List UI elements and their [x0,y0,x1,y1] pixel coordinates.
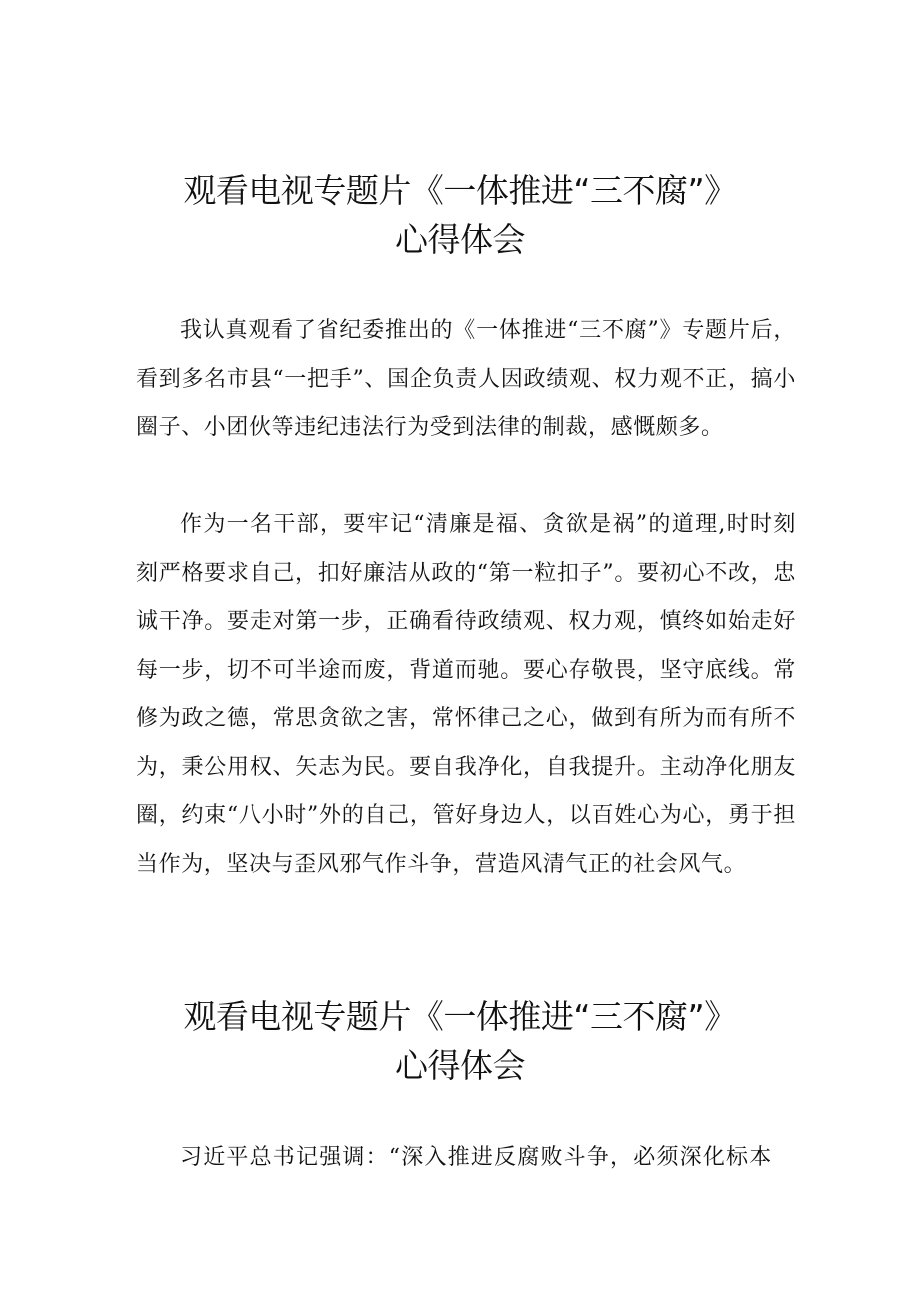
article-2-title [60,992,860,1090]
article-1-title [60,166,860,264]
article-2-paragraph-1: 习近平总书记强调：“深入推进反腐败斗争，必须深化标本 [180,1145,773,1170]
article-1-title-line-2: 心得体会 [395,220,525,259]
article-2-title-line-2: 心得体会 [395,1046,525,1085]
article-1-title-line-1: 观看电视专题片《一体推进“三不腐”》 [183,171,737,210]
article-1-paragraph-1: 我认真观看了省纪委推出的《一体推进“三不腐”》专题片后，看到多名市县“一把手”、国企负责人因政绩观、权力观不正，搞小圈子、小团伙等违纪违法行为受到法律的制裁，感慨颇多。 [136,318,796,440]
article-2-title-line-1: 观看电视专题片《一体推进“三不腐”》 [183,997,737,1036]
article-1-paragraph-2: 作为一名干部，要牢记“清廉是福、贪欲是祸”的道理,时时刻刻严格要求自己，扣好廉洁从政的“第一粒扣子”。要初心不改，忠诚干净。要走对第一步，正确看待政绩观、权力观，慎终如始走好每一步，切不可半途而废，背道而驰。要心存敬畏，坚守底线。常修为政之德，常思贪欲之害，常怀律己之心，做到有所为而有所不为，秉公用权、矢志为民。要自我净化，自我提升。主动净化朋友圈，约束“八小时”外的自己，管好身边人，以百姓心为心，勇于担当作为，坚决与歪风邪气作斗争，营造风清气正的社会风气。 [136,512,796,877]
